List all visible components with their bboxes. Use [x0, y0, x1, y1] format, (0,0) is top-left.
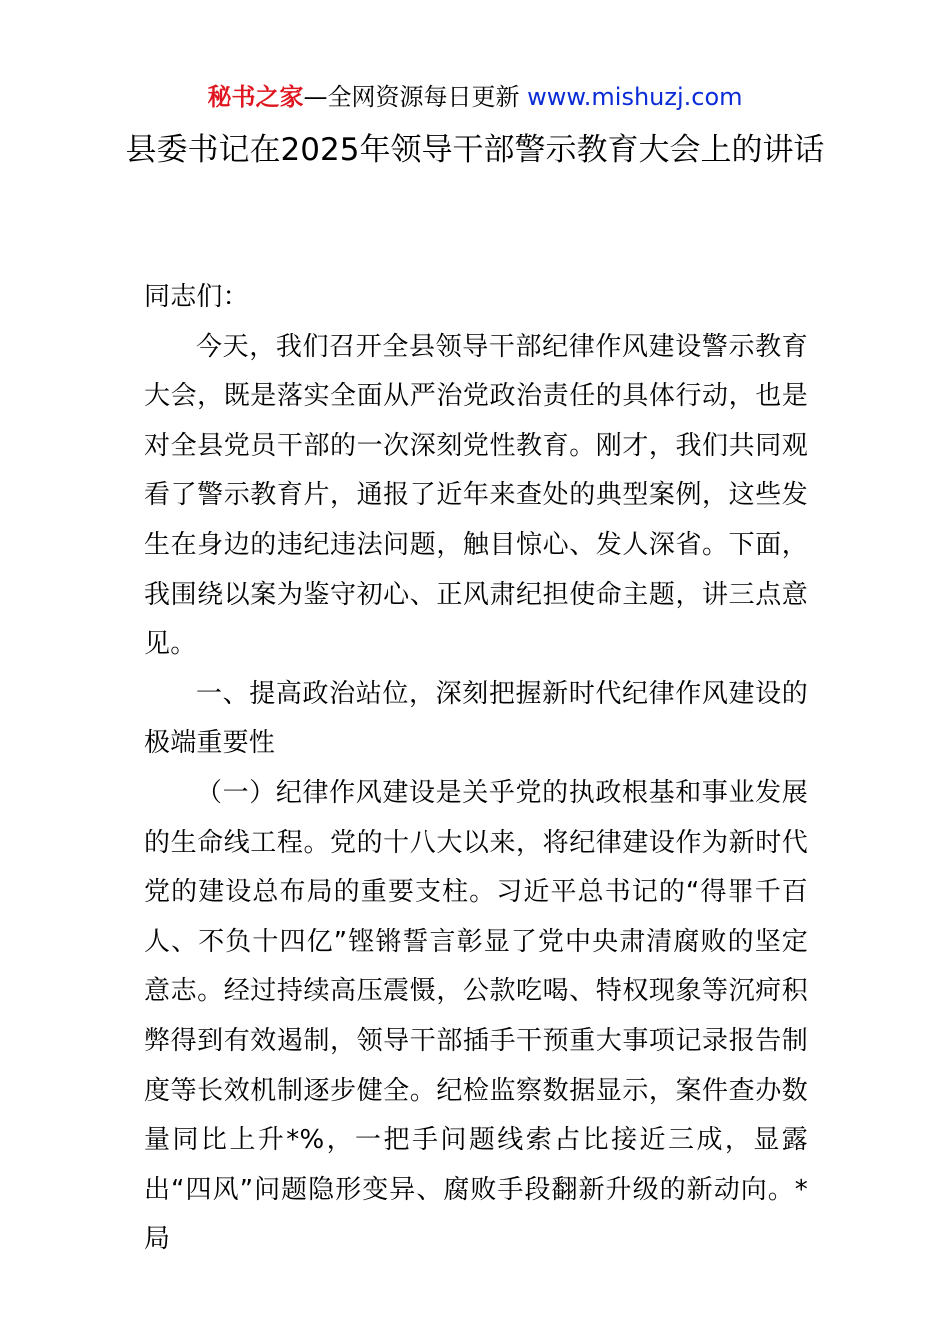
- salutation: 同志们：: [144, 282, 249, 312]
- header-tagline: —全网资源每日更新: [303, 83, 528, 111]
- site-url-link[interactable]: www.mishuzj.com: [527, 83, 743, 111]
- intro-paragraph: 今天，我们召开全县领导干部纪律作风建设警示教育大会，既是落实全面从严治党政治责任的具体行动，也是对全县党员干部的一次深刻党性教育。刚才，我们共同观看了警示教育片，通报了近年来查处的典型案例，这些发生在身边的违纪违法问题，触目惊心、发人深省。下面，我围绕以案为鉴守初心、正风肃纪担使命主题，讲三点意见。: [144, 331, 808, 660]
- document-title: 县委书记在2025年领导干部警示教育大会上的讲话: [125, 132, 825, 168]
- brand-name: 秘书之家: [207, 83, 304, 111]
- section-heading-1: 一、提高政治站位，深刻把握新时代纪律作风建设的极端重要性: [144, 678, 808, 759]
- site-header: [0, 80, 950, 114]
- subsection-paragraph-1: （一）纪律作风建设是关乎党的执政根基和事业发展的生命线工程。党的十八大以来，将纪律建设作为新时代党的建设总布局的重要支柱。习近平总书记的“得罪千百人、不负十四亿”铿锵誓言彰显了党中央肃清腐败的坚定意志。经过持续高压震慑，公款吃喝、特权现象等沉疴积弊得到有效遏制，领导干部插手干预重大事项记录报告制度等长效机制逐步健全。纪检监察数据显示，案件查办数量同比上升*%，一把手问题线索占比接近三成，显露出“四风”问题隐形变异、腐败手段翻新升级的新动向。*局: [144, 777, 808, 1255]
- document-body: [144, 273, 808, 1265]
